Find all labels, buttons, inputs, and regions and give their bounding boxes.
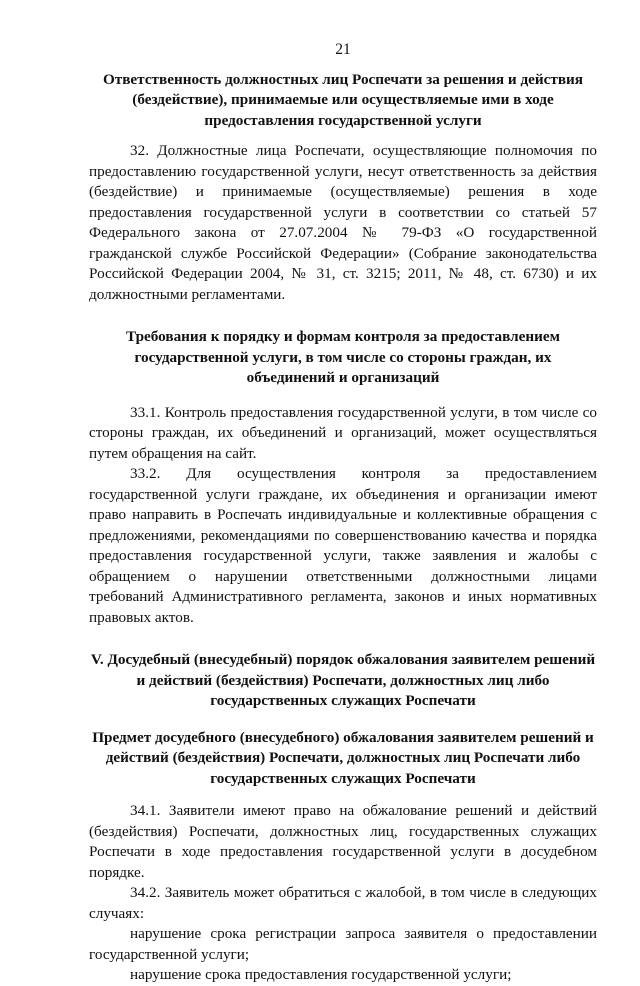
paragraph-32: 32. Должностные лица Роспечати, осуществляющие полномочия по предоставлению государственной услуги, несут ответственность за действия (бездействие) и принимаемые (осуществляемые) решения в ходе предоставления государственной услуги в соответствии со статьей 57 Федерального закона от 27.07.2004 № 79-ФЗ «О государственной гражданской службе Российской Федерации» (Собрание законодательства Российской Федерации 2004, № 31, ст. 3215; 2011, № 48, ст. 6730) и их должностными регламентами. [89,142,597,303]
list-item-case-2: нарушение срока предоставления государственной услуги; [130,966,512,983]
page-number: 21 [335,41,351,58]
list-item-case-1: нарушение срока регистрации запроса заявителя о предоставлении государственной услуги; [89,925,597,963]
paragraph-33-1: 33.1. Контроль предоставления государственной услуги, в том числе со стороны граждан, их объединений и организаций, может осуществляться путем обращения на сайт. [89,403,597,462]
paragraph-34-1: 34.1. Заявители имеют право на обжалование решений и действий (бездействия) Роспечати, должностных лиц, государственных служащих Роспечати в ходе предоставления государственной услуги в досудебном порядке. [89,802,597,881]
heading-appeal-subject: Предмет досудебного (внесудебного) обжалования заявителем решений и действий (бездействия) Роспечати, должностных лиц Роспечати либо государственных служащих Роспечати [92,728,594,787]
document-page [89,40,597,986]
heading-section-v: V. Досудебный (внесудебный) порядок обжалования заявителем решений и действий (бездействия) Роспечати, должностных лиц либо государственных служащих Роспечати [90,651,596,709]
paragraph-34-2: 34.2. Заявитель может обратиться с жалобой, в том числе в следующих случаях: [89,884,597,922]
paragraph-33-2: 33.2. Для осуществления контроля за предоставлением государственной услуги граждане, их объединения и организации имеют право направить в Роспечать индивидуальные и коллективные обращения с предложениями, рекомендациями по совершенствованию качества и порядка предоставления государственной услуги, также заявления и жалобы с обращением о нарушении ответственными должностными лицами требований Административного регламента, законов и иных нормативных правовых актов. [89,465,597,626]
heading-responsibility: Ответственность должностных лиц Роспечати за решения и действия (бездействие), принимаемые или осуществляемые ими в ходе предоставления государственной услуги [102,70,584,129]
heading-control: Требования к порядку и формам контроля за предоставлением государственной услуги, в том числе со стороны граждан, их объединений и организаций [126,328,560,386]
